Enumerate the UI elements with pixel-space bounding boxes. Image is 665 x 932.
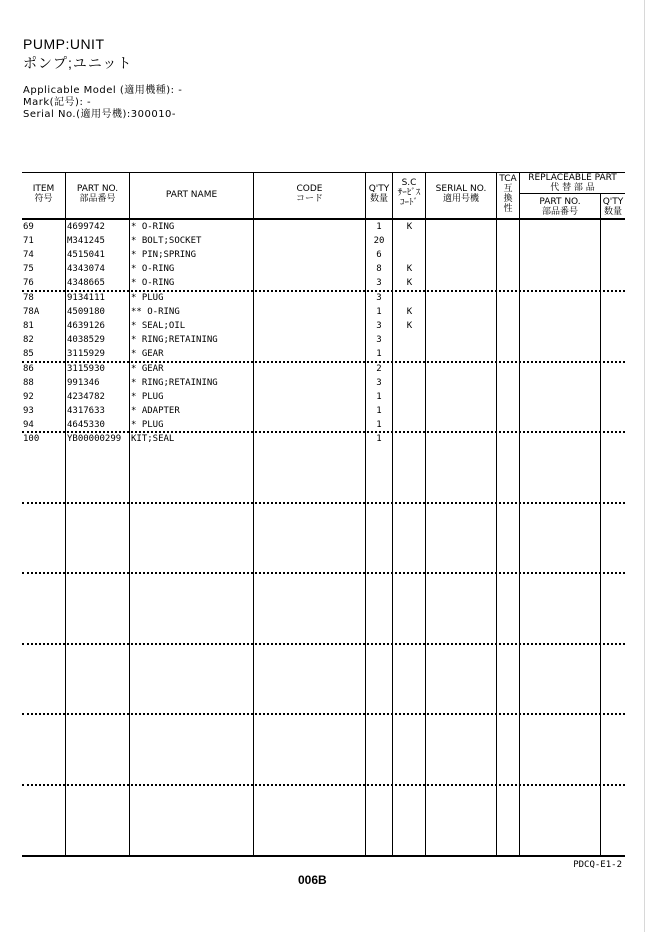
part-name-cell: * RING;RETAINING (131, 378, 218, 388)
table-row (0, 406, 665, 420)
item-cell: 100 (23, 434, 40, 444)
header-part-name: PART NAME (165, 190, 218, 200)
table-row (0, 392, 665, 406)
sc-cell: K (406, 278, 413, 288)
group-separator (22, 784, 625, 786)
part-no-cell: 4343074 (67, 264, 105, 274)
group-separator (22, 643, 625, 645)
item-cell: 76 (23, 278, 34, 288)
sc-cell: K (406, 307, 413, 317)
item-cell: 94 (23, 420, 34, 430)
applicable-model: Applicable Model (適用機種): - (23, 85, 183, 96)
header-code: CODE コード (295, 184, 323, 204)
mark: Mark(記号): - (23, 97, 92, 108)
qty-cell: 8 (376, 264, 382, 274)
part-name-cell: KIT;SEAL (131, 434, 175, 444)
part-no-cell: 4509180 (67, 307, 105, 317)
qty-cell: 20 (373, 236, 385, 246)
table-row (0, 420, 665, 434)
table-row (0, 434, 665, 448)
group-separator (22, 502, 625, 504)
item-cell: 92 (23, 392, 34, 402)
part-no-cell: 4038529 (67, 335, 105, 345)
item-cell: 78 (23, 293, 34, 303)
part-no-cell: 4348665 (67, 278, 105, 288)
item-cell: 93 (23, 406, 34, 416)
table-row (0, 264, 665, 278)
header-tca: TCA 互 換 性 (499, 174, 517, 214)
qty-cell: 1 (376, 307, 382, 317)
header-rule (22, 218, 625, 220)
item-cell: 74 (23, 250, 34, 260)
qty-cell: 3 (376, 378, 382, 388)
header-rep-part-no: PART NO. 部品番号 (539, 197, 581, 217)
item-cell: 75 (23, 264, 34, 274)
part-name-cell: * PLUG (131, 392, 164, 402)
table-row (0, 250, 665, 264)
header-rep-qty: Q'TY 数量 (602, 197, 624, 217)
part-no-cell: 4639126 (67, 321, 105, 331)
qty-cell: 1 (376, 406, 382, 416)
part-name-cell: * GEAR (131, 364, 164, 374)
table-row (0, 378, 665, 392)
item-cell: 88 (23, 378, 34, 388)
part-name-cell: * SEAL;OIL (131, 321, 186, 331)
table-row (0, 364, 665, 378)
part-no-cell: 4699742 (67, 222, 105, 232)
group-separator (22, 713, 625, 715)
part-no-cell: 4234782 (67, 392, 105, 402)
item-cell: 71 (23, 236, 34, 246)
table-row (0, 222, 665, 236)
part-name-cell: * PLUG (131, 293, 164, 303)
part-no-cell: 9134111 (67, 293, 105, 303)
part-no-cell: 4515041 (67, 250, 105, 260)
header-item: ITEM 符号 (32, 184, 55, 204)
qty-cell: 1 (376, 420, 382, 430)
header-qty: Q'TY 数量 (368, 184, 390, 204)
qty-cell: 1 (376, 222, 382, 232)
sc-cell: K (406, 264, 413, 274)
part-name-cell: * BOLT;SOCKET (131, 236, 202, 246)
table-row (0, 335, 665, 349)
part-no-cell: 991346 (67, 378, 100, 388)
qty-cell: 3 (376, 293, 382, 303)
header-replaceable: REPLACEABLE PART 代 替 部 品 (528, 173, 617, 193)
item-cell: 81 (23, 321, 34, 331)
table-row (0, 349, 665, 363)
qty-cell: 3 (376, 335, 382, 345)
page-edge (644, 0, 645, 932)
part-no-cell: 3115930 (67, 364, 105, 374)
table-row (0, 307, 665, 321)
item-cell: 82 (23, 335, 34, 345)
page-number: 006B (298, 873, 327, 887)
part-name-cell: ** O-RING (131, 307, 180, 317)
item-cell: 86 (23, 364, 34, 374)
serial-number: Serial No.(適用号機):300010- (23, 109, 177, 120)
header-sc: S.C ｻｰﾋﾞｽ ｺｰﾄﾞ (397, 178, 421, 208)
part-name-cell: * PLUG (131, 420, 164, 430)
part-name-cell: * O-RING (131, 222, 175, 232)
header-serial-no: SERIAL NO. 適用号機 (435, 184, 487, 204)
part-name-cell: * O-RING (131, 278, 175, 288)
qty-cell: 3 (376, 321, 382, 331)
part-no-cell: YB00000299 (67, 434, 122, 444)
item-cell: 69 (23, 222, 34, 232)
document-code: PDCQ-E1-2 (573, 860, 622, 870)
item-cell: 78A (23, 307, 40, 317)
table-row (0, 236, 665, 250)
part-no-cell: M341245 (67, 236, 105, 246)
part-name-cell: * PIN;SPRING (131, 250, 197, 260)
page-title-jp: ポンプ;ユニット (23, 55, 133, 71)
part-name-cell: * O-RING (131, 264, 175, 274)
page-title: PUMP:UNIT (23, 36, 105, 52)
group-separator (22, 572, 625, 574)
item-cell: 85 (23, 349, 34, 359)
qty-cell: 1 (376, 434, 382, 444)
qty-cell: 6 (376, 250, 382, 260)
qty-cell: 2 (376, 364, 382, 374)
qty-cell: 3 (376, 278, 382, 288)
part-name-cell: * ADAPTER (131, 406, 180, 416)
header-part-no: PART NO. 部品番号 (76, 184, 119, 204)
part-no-cell: 4317633 (67, 406, 105, 416)
sc-cell: K (406, 222, 413, 232)
table-row (0, 278, 665, 292)
table-row (0, 321, 665, 335)
part-name-cell: * GEAR (131, 349, 164, 359)
qty-cell: 1 (376, 392, 382, 402)
table-bottom-rule (22, 855, 625, 857)
part-name-cell: * RING;RETAINING (131, 335, 218, 345)
part-no-cell: 3115929 (67, 349, 105, 359)
sc-cell: K (406, 321, 413, 331)
replaceable-rule (519, 193, 625, 194)
table-row (0, 293, 665, 307)
qty-cell: 1 (376, 349, 382, 359)
part-no-cell: 4645330 (67, 420, 105, 430)
